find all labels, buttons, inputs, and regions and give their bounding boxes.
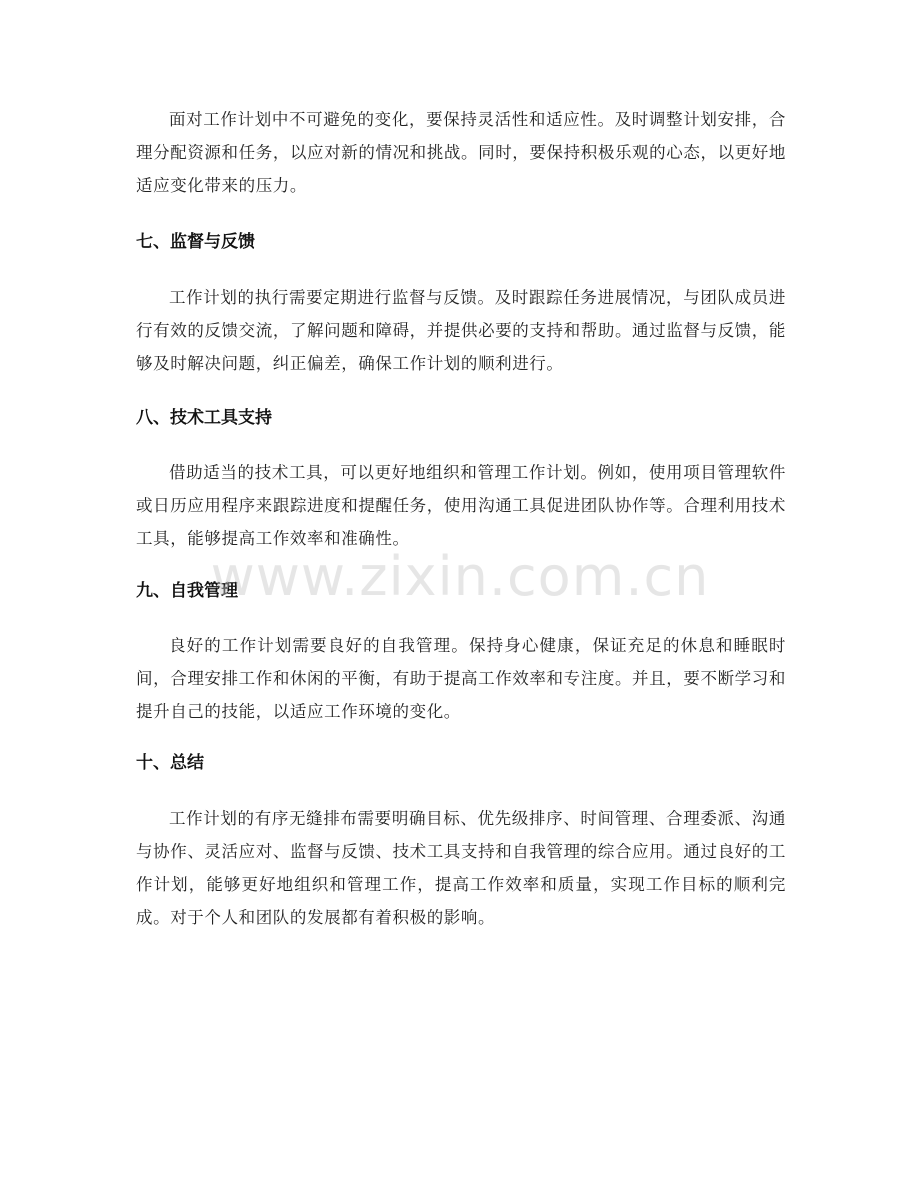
heading-summary: 十、总结 [136,753,204,773]
paragraph-self-management: 良好的工作计划需要良好的自我管理。保持身心健康，保证充足的休息和睡眠时间，合理安排工作和休闲的平衡，有助于提高工作效率和专注度。并且，要不断学习和提升自己的技能，以适应工作环境的变化。 [136,636,786,721]
paragraph-supervision-feedback: 工作计划的执行需要定期进行监督与反馈。及时跟踪任务进展情况，与团队成员进行有效的反馈交流，了解问题和障碍，并提供必要的支持和帮助。通过监督与反馈，能够及时解决问题，纠正偏差，确保工作计划的顺利进行。 [136,288,786,373]
paragraph-summary: 工作计划的有序无缝排布需要明确目标、优先级排序、时间管理、合理委派、沟通与协作、灵活应对、监督与反馈、技术工具支持和自我管理的综合应用。通过良好的工作计划，能够更好地组织和管理工作，提高工作效率和质量，实现工作目标的顺利完成。对于个人和团队的发展都有着积极的影响。 [136,809,786,927]
watermark: www.zixin.com.cn [210,545,710,608]
heading-tech-tools: 八、技术工具支持 [136,408,272,428]
paragraph-tech-tools: 借助适当的技术工具，可以更好地组织和管理工作计划。例如，使用项目管理软件或日历应用程序来跟踪进度和提醒任务，使用沟通工具促进团队协作等。合理利用技术工具，能够提高工作效率和准确性。 [136,463,786,548]
heading-self-management: 九、自我管理 [136,581,238,601]
paragraph-flexibility: 面对工作计划中不可避免的变化，要保持灵活性和适应性。及时调整计划安排，合理分配资源和任务，以应对新的情况和挑战。同时，要保持积极乐观的心态，以更好地适应变化带来的压力。 [136,110,786,195]
heading-supervision-feedback: 七、监督与反馈 [136,232,255,252]
